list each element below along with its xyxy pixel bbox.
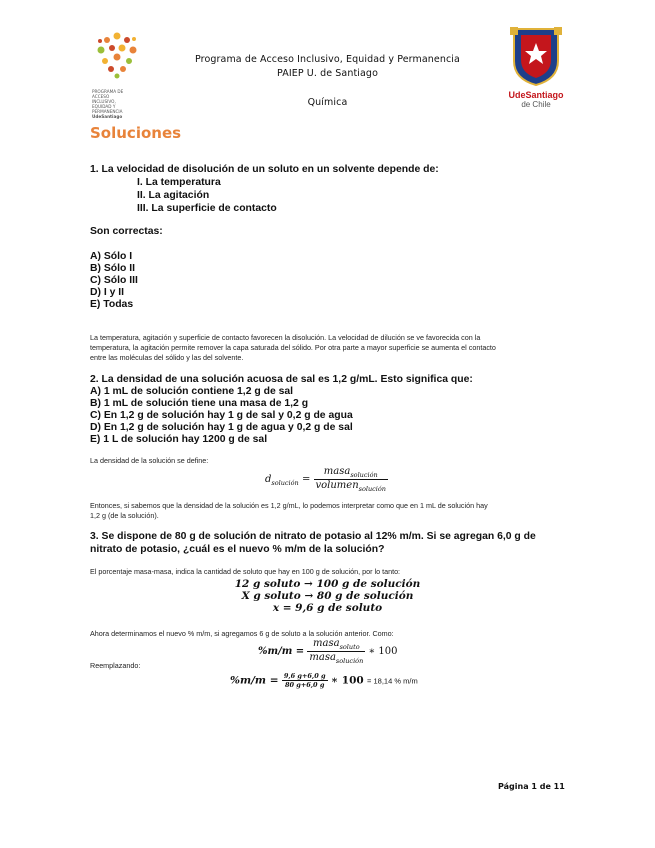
q2-option: A) 1 mL de solución contiene 1,2 g de sal <box>90 386 294 397</box>
f2-fraction <box>282 672 328 689</box>
header-line-1: Programa de Acceso Inclusivo, Equidad y Permanencia <box>195 54 460 65</box>
q1-prompt: Son correctas: <box>90 226 163 237</box>
q3-stem <box>90 531 580 556</box>
q2-stem: 2. La densidad de una solución acuosa de sal es 1,2 g/mL. Esto significa que: <box>90 374 473 385</box>
q1-item: I. La temperatura <box>137 177 221 188</box>
page-title: Soluciones <box>90 124 182 142</box>
left-logo-line: PROGRAMA DE <box>92 89 124 94</box>
q3-eq: X g soluto → 80 g de solución <box>241 590 414 602</box>
percent-formula <box>258 638 398 665</box>
q1-option: D) I y II <box>90 287 125 298</box>
result-formula <box>230 672 418 689</box>
q3-eq: x = 9,6 g de soluto <box>272 602 383 614</box>
q2-option: E) 1 L de solución hay 1200 g de sal <box>90 434 268 445</box>
q1-option: B) Sólo II <box>90 263 136 274</box>
f1-den: masa <box>309 652 336 663</box>
right-logo-title: UdeSantiago <box>508 90 564 100</box>
q2-intro: La densidad de la solución se define: <box>90 456 209 465</box>
formula-lhs: d <box>265 474 272 485</box>
q1-stem: 1. La velocidad de disolución de un soluto en un solvente depende de: <box>90 164 439 175</box>
f2-den: 80 g+6,0 g <box>284 681 325 689</box>
q1-option: C) Sólo III <box>90 275 138 286</box>
f2-num: 9,6 g+6,0 g <box>283 672 326 680</box>
q1-option: E) Todas <box>90 299 134 310</box>
q3-eq: 12 g soluto → 100 g de solución <box>234 578 421 590</box>
f2-result: = 18,14 % m/m <box>367 676 418 686</box>
f1-rhs: ∗ 100 <box>368 646 398 657</box>
usach-logo <box>505 27 567 119</box>
f2-rhs: ∗ 100 <box>330 674 364 687</box>
left-logo-line: PERMANENCIA <box>92 109 123 114</box>
formula-num: masa <box>323 466 351 477</box>
q3-stem-line: nitrato de potasio, ¿cuál es el nuevo % m/m de la solución? <box>90 543 385 555</box>
q2-conclusion-line: 1,2 g (de la solución). <box>90 511 159 520</box>
q1-explanation-line: La temperatura, agitación y superficie de contacto favorecen la disolución. La velocidad de dilución se ve favorecida con la <box>90 333 481 342</box>
q3-intro: El porcentaje masa-masa, indica la cantidad de soluto que hay en 100 g de solución, por lo tanto: <box>90 567 401 576</box>
f1-num-sub: soluto <box>339 643 360 651</box>
q2-option: C) En 1,2 g de solución hay 1 g de sal y 0,2 g de agua <box>90 410 353 421</box>
q3-stem-line: 3. Se dispone de 80 g de solución de nitrato de potasio al 12% m/m. Si se agregan 6,0 g de <box>90 531 536 542</box>
f1-fraction <box>307 638 365 665</box>
left-logo-line: ACCESO <box>92 94 110 99</box>
q3-equations <box>0 578 655 614</box>
shield-icon <box>510 27 562 87</box>
right-logo-subtitle: de Chile <box>521 100 551 109</box>
q2-option: D) En 1,2 g de solución hay 1 g de agua y 0,2 g de sal <box>90 422 353 433</box>
q1-item: II. La agitación <box>137 190 210 201</box>
f1-den-sub: solución <box>335 657 364 665</box>
q1-item: III. La superficie de contacto <box>137 203 277 214</box>
q2-conclusion <box>90 501 570 521</box>
q1-explanation <box>90 333 570 363</box>
q2-option: B) 1 mL de solución tiene una masa de 1,2 g <box>90 398 309 409</box>
f2-lhs: %m/m = <box>230 674 279 687</box>
q3-replace: Reemplazando: <box>90 661 141 670</box>
formula-den-sub: solución <box>358 485 386 493</box>
formula-lhs-sub: solución <box>271 479 299 487</box>
left-logo-line: INCLUSIVO, <box>92 99 116 104</box>
q1-explanation-line: entre las moléculas del sólido y las del solvente. <box>90 353 244 362</box>
formula-den: volumen <box>315 480 359 491</box>
left-logo-line: UdeSantiago <box>92 114 123 119</box>
left-logo-line: EQUIDAD Y <box>92 104 116 109</box>
q1-option: A) Sólo I <box>90 251 133 262</box>
density-formula: $d_{solución}$ = $\frac{masa_{solución}}{volumen_{solución}}$ <box>265 466 386 493</box>
q3-intro2: Ahora determinamos el nuevo % m/m, si agregamos 6 g de soluto a la solución anterior. Como: <box>90 629 394 638</box>
header-subject: Química <box>307 97 348 108</box>
q1-explanation-line: temperatura, la agitación permite remover la capa saturada del sólido. Por otra parte a mayor superficie se aumenta el contacto <box>90 343 496 352</box>
header-line-2: PAIEP U. de Santiago <box>277 68 378 79</box>
f1-num: masa <box>313 638 340 649</box>
page-number: Página 1 de 11 <box>498 782 565 791</box>
f1-lhs: %m/m = <box>258 646 305 657</box>
formula-fraction <box>314 466 389 493</box>
formula-num-sub: solución <box>350 471 378 479</box>
q2-conclusion-line: Entonces, si sabemos que la densidad de la solución es 1,2 g/mL, lo podemos interpretar como que en 1 mL de solución hay <box>90 501 488 510</box>
